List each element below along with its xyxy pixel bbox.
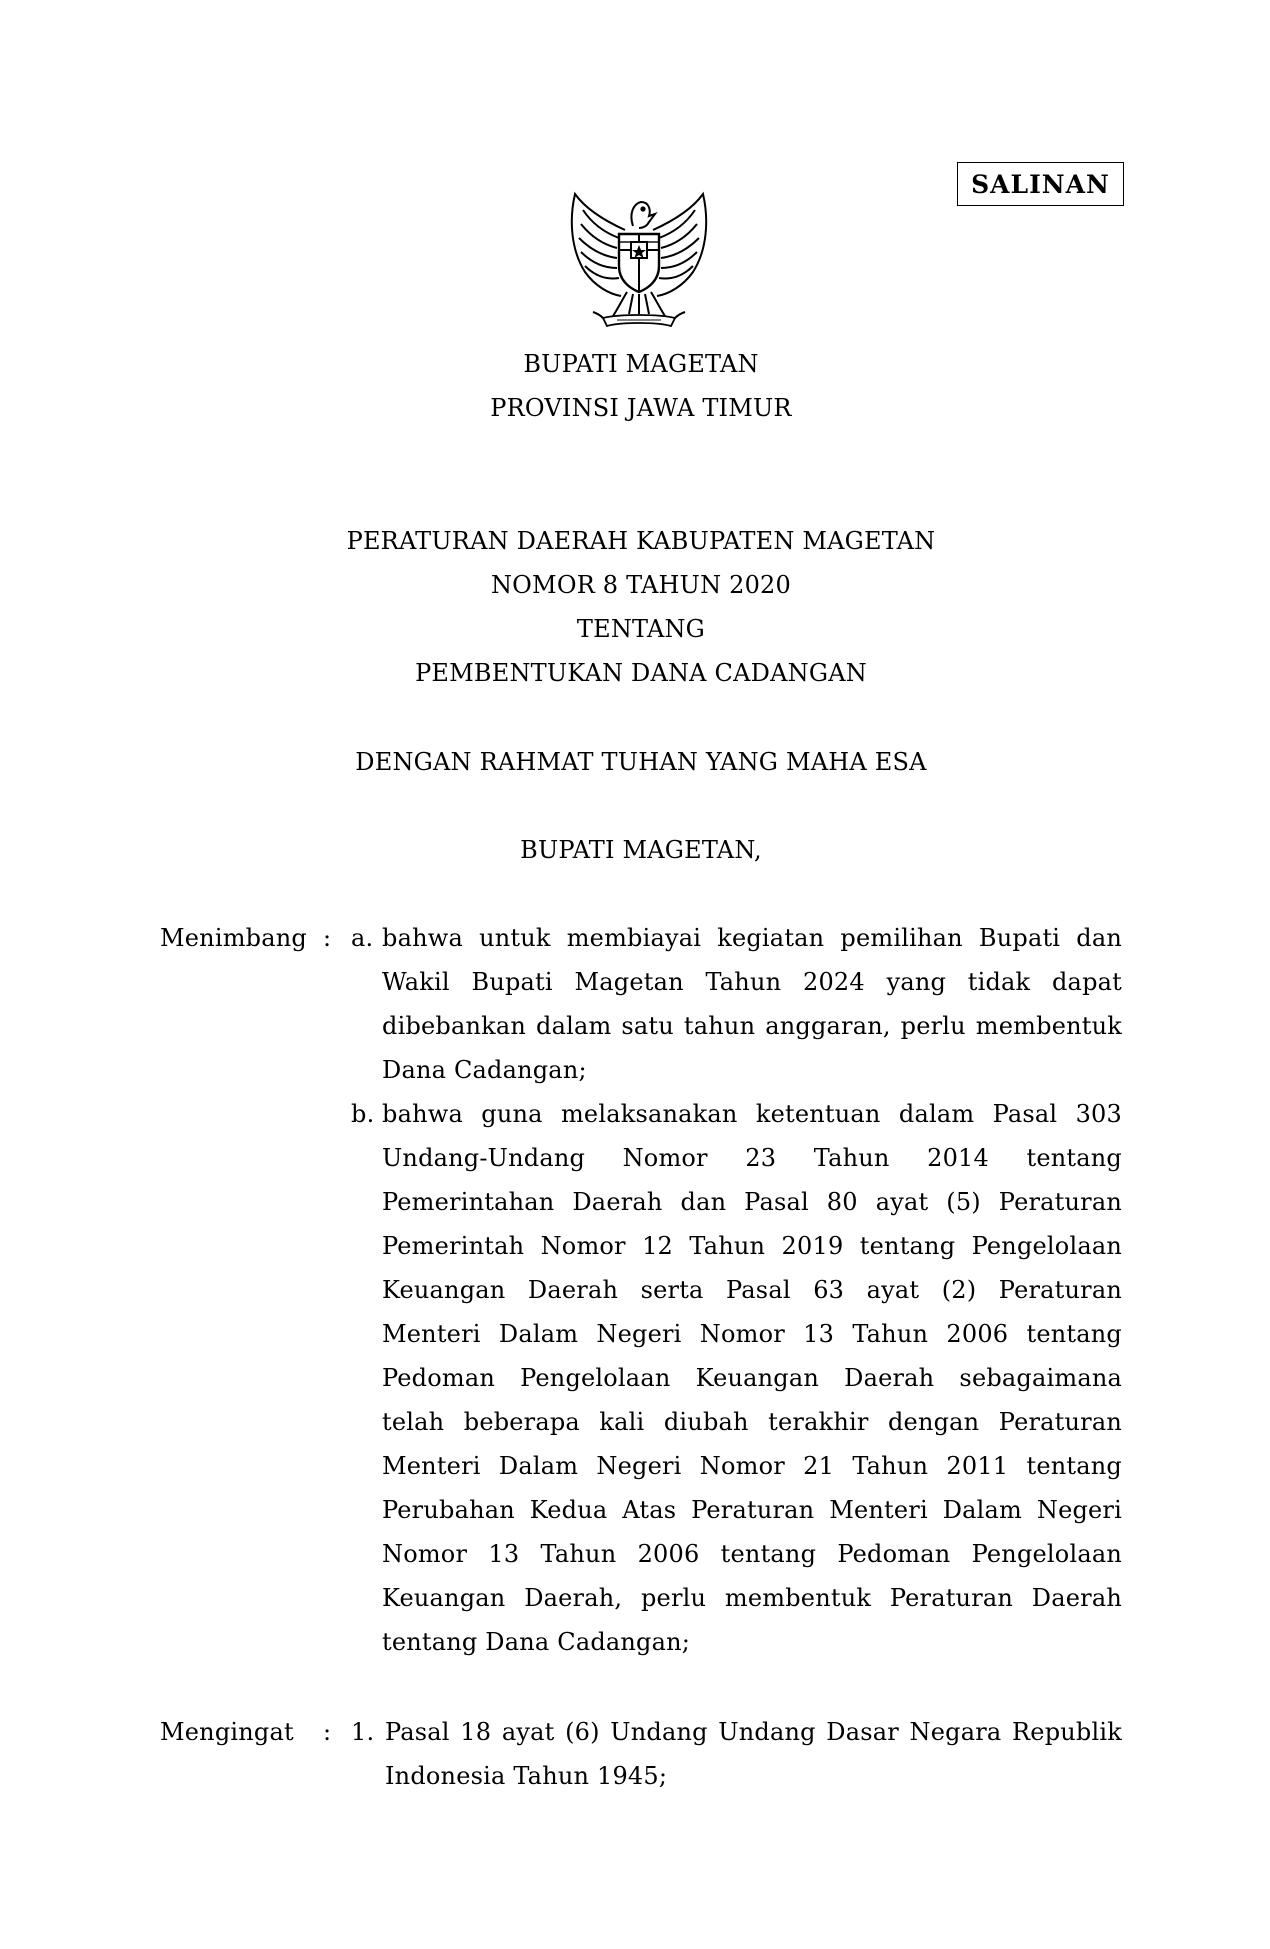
header-line-1: BUPATI MAGETAN xyxy=(523,350,759,378)
mengingat-label: Mengingat xyxy=(160,1718,294,1746)
menimbang-item-a-text: bahwa untuk membiayai kegiatan pemilihan Bupati dan Wakil Bupati Magetan Tahun 2024 yang tidak dapat dibebankan dalam satu tahun anggaran, perlu membentuk Dana Cadangan; xyxy=(382,924,1122,1084)
title-line-1: PERATURAN DAERAH KABUPATEN MAGETAN xyxy=(346,527,936,555)
menimbang-item-b-text: bahwa guna melaksanakan ketentuan dalam Pasal 303 Undang-Undang Nomor 23 Tahun 2014 tentang Pemerintahan Daerah dan Pasal 80 ayat (5) Peraturan Pemerintah Nomor 12 Tahun 2019 tentang Pengelolaan Keuangan Daerah serta Pasal 63 ayat (2) Peraturan Menteri Dalam Negeri Nomor 13 Tahun 2006 tentang Pedoman Pengelolaan Keuangan Daerah sebagaimana telah beberapa kali diubah terakhir dengan Peraturan Menteri Dalam Negeri Nomor 21 Tahun 2011 tentang Perubahan Kedua Atas Peraturan Menteri Dalam Negeri Nomor 13 Tahun 2006 tentang Pedoman Pengelolaan Keuangan Daerah, perlu membentuk Peraturan Daerah tentang Dana Cadangan; xyxy=(382,1100,1122,1656)
header-line-2: PROVINSI JAWA TIMUR xyxy=(490,394,792,422)
mengingat-colon: : xyxy=(323,1718,332,1746)
title-line-3: TENTANG xyxy=(576,615,706,643)
invocation: DENGAN RAHMAT TUHAN YANG MAHA ESA xyxy=(355,748,927,776)
menimbang-label: Menimbang xyxy=(160,924,307,952)
salinan-stamp: SALINAN xyxy=(957,162,1124,206)
issuer: BUPATI MAGETAN, xyxy=(520,836,762,864)
menimbang-item-b-marker: b. xyxy=(351,1100,375,1128)
title-line-2: NOMOR 8 TAHUN 2020 xyxy=(490,571,791,599)
menimbang-item-a-marker: a. xyxy=(351,924,374,952)
title-line-4: PEMBENTUKAN DANA CADANGAN xyxy=(415,659,867,687)
mengingat-item-1-marker: 1. xyxy=(351,1718,375,1746)
garuda-pancasila-emblem-icon xyxy=(563,190,715,336)
menimbang-colon: : xyxy=(323,924,332,952)
mengingat-item-1-text: Pasal 18 ayat (6) Undang Undang Dasar Negara Republik Indonesia Tahun 1945; xyxy=(385,1718,1122,1790)
